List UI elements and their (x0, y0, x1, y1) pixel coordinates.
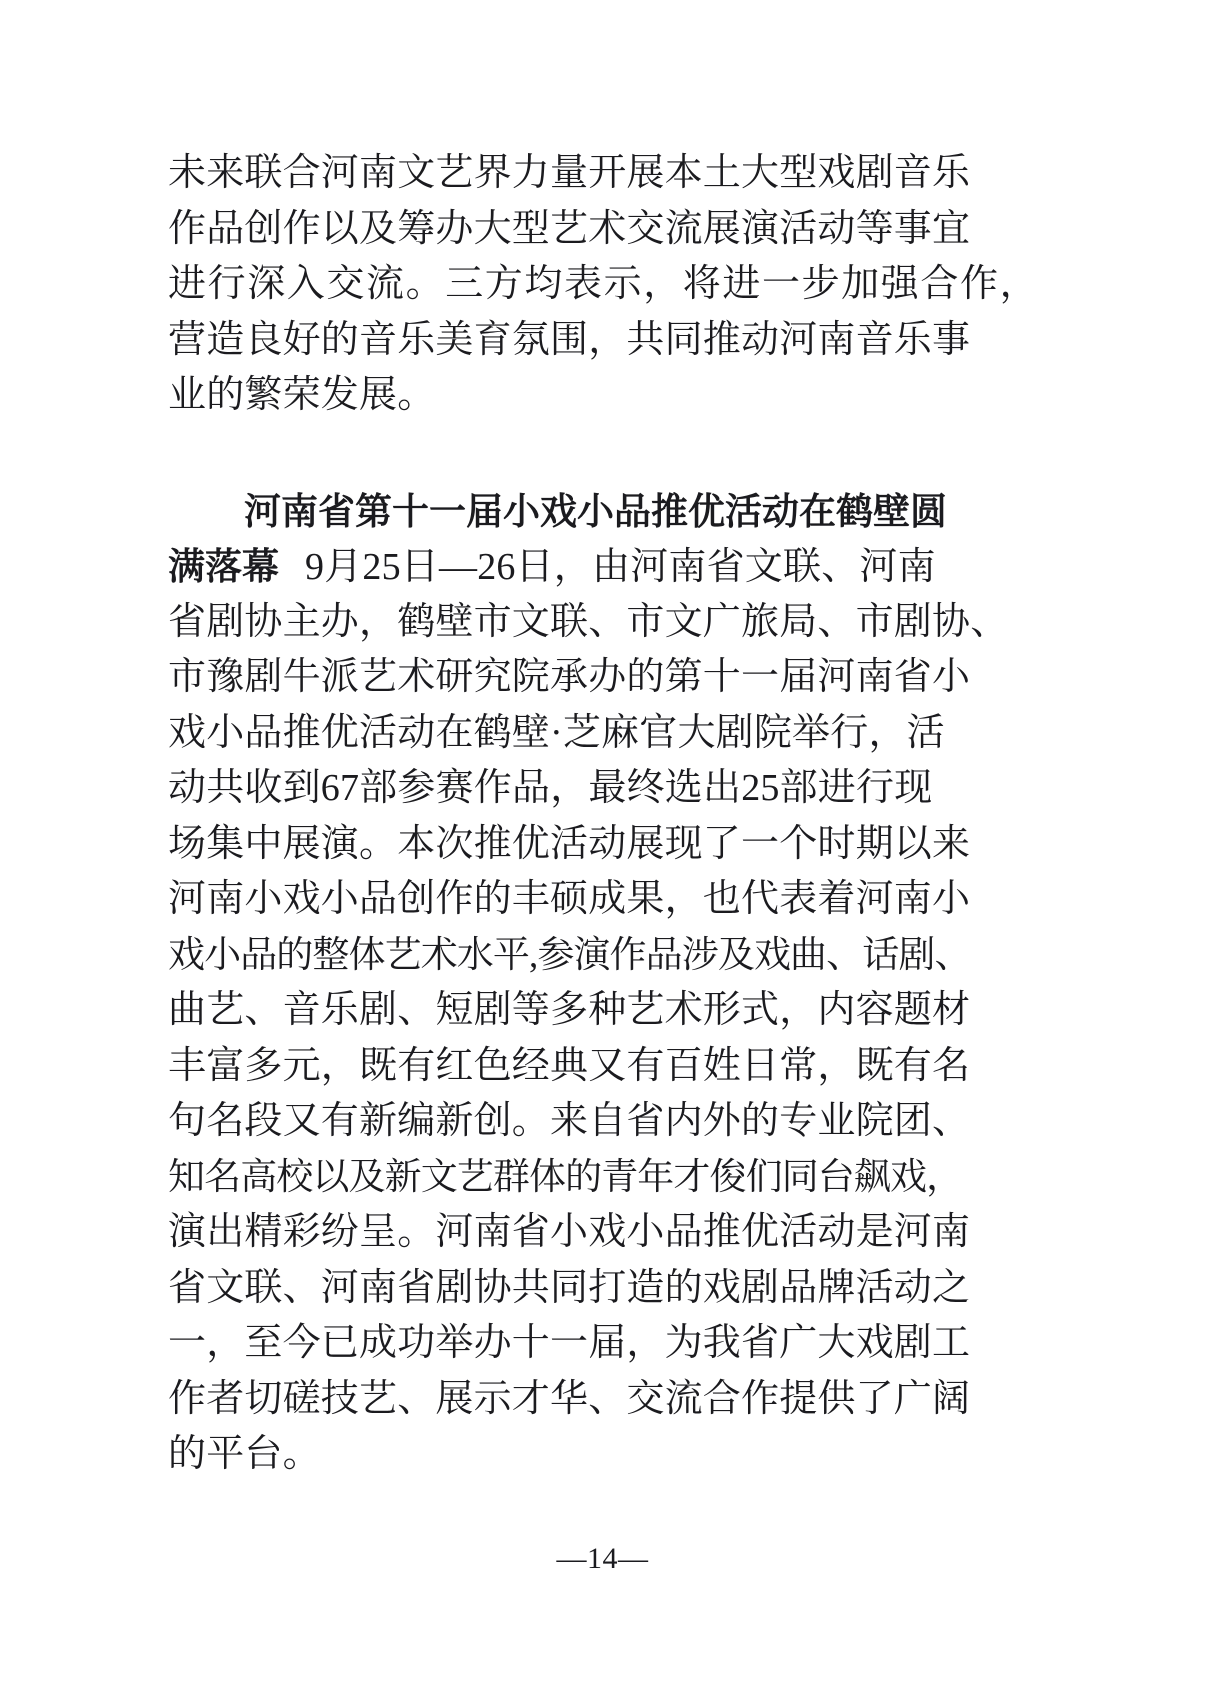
text-line-content: 9月25日—26日，由河南省文联、河南 (305, 546, 936, 588)
text-line-content: 句名段又有新编新创。来自省内外的专业院团、 (168, 1100, 971, 1142)
text-line-content: 未来联合河南文艺界力量开展本土大型戏剧音乐 (168, 152, 971, 194)
paragraph-continued (168, 146, 1040, 424)
text-line (168, 706, 952, 762)
text-line (168, 1205, 971, 1261)
text-line-content: 戏小品的整体艺术水平,参演作品涉及戏曲、话剧、 (168, 934, 971, 976)
text-line (168, 1316, 971, 1372)
text-line (168, 313, 971, 369)
page-text-body (168, 146, 1040, 1483)
text-line-content: 戏小品推优活动在鹤壁·芝麻官大剧院举行，活 (168, 711, 945, 754)
text-line-content: 省剧协主办，鹤壁市文联、市文广旅局、市剧协、 (168, 600, 1009, 643)
text-line (168, 1094, 971, 1150)
text-line-content: 场集中展演。本次推优活动展现了一个时期以来 (168, 822, 971, 865)
text-line (168, 595, 1009, 651)
text-line-content: 曲艺、音乐剧、短剧等多种艺术形式，内容题材 (168, 989, 971, 1031)
text-line-content: 省文联、河南省剧协共同打造的戏剧品牌活动之 (168, 1266, 971, 1309)
text-line (168, 650, 971, 706)
article-block (168, 484, 1009, 1483)
text-line (168, 202, 971, 258)
text-line (168, 368, 952, 424)
text-line (168, 983, 971, 1039)
text-line-content: 河南小戏小品创作的丰硕成果，也代表着河南小 (168, 878, 971, 920)
text-line (168, 1261, 971, 1317)
text-line-content: 营造良好的音乐美育氛围，共同推动河南音乐事 (168, 318, 971, 361)
paragraph-spacer (168, 424, 952, 484)
text-line (168, 817, 971, 873)
text-line-content: 的平台。 (168, 1433, 321, 1475)
text-line (168, 1150, 963, 1206)
text-line-content: 知名高校以及新文艺群体的青年才俊们同台飙戏， (168, 1156, 963, 1198)
text-line-content: 作品创作以及筹办大型艺术交流展演活动等事宜 (168, 207, 971, 250)
article-headline-line-1 (168, 484, 952, 540)
text-line (168, 928, 971, 984)
text-line-content: 业的繁荣发展。 (168, 374, 436, 416)
text-line-content: 动共收到67部参赛作品，最终选出25部进行现 (168, 767, 933, 809)
text-line-content: 作者切磋技艺、展示才华、交流合作提供了广阔 (168, 1377, 971, 1420)
text-line (168, 761, 952, 817)
text-line-content: 市豫剧牛派艺术研究院承办的第十一届河南省小 (168, 656, 971, 698)
page-number-footer: —14— (556, 1542, 649, 1575)
text-line (168, 257, 1040, 313)
headline-text: 河南省第十一届小戏小品推优活动在鹤壁圆 (244, 490, 947, 532)
text-line-content: 一，至今已成功举办十一届，为我省广大戏剧工 (168, 1322, 971, 1364)
text-line-content: 进行深入交流。三方均表示，将进一步加强合作， (168, 263, 1040, 305)
headline-text-tail: 满落幕 (168, 546, 279, 587)
text-line-content: 丰富多元，既有红色经典又有百姓日常，既有名 (168, 1044, 971, 1087)
text-line (168, 1039, 971, 1095)
article-headline-line-2 (168, 539, 952, 595)
text-line (168, 1427, 952, 1483)
text-line (168, 146, 971, 202)
text-line (168, 872, 971, 928)
text-line-content: 演出精彩纷呈。河南省小戏小品推优活动是河南 (168, 1211, 971, 1253)
text-line (168, 1372, 971, 1428)
